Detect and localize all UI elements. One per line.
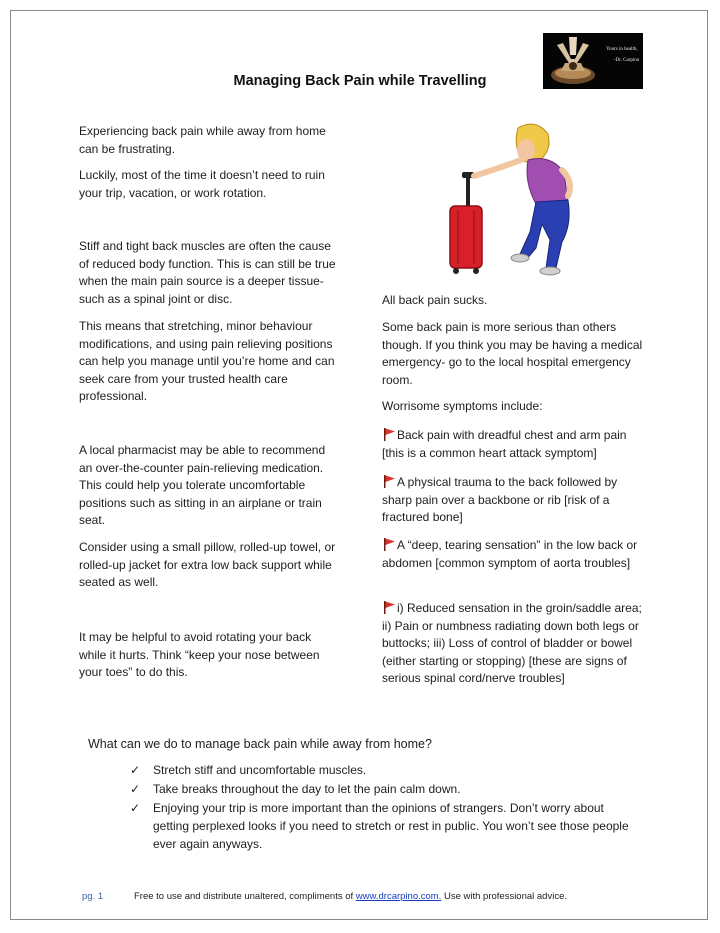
left-paragraph-2: Luckily, most of the time it doesn’t need to ruin your trip, vacation, or work rotation.: [79, 168, 325, 200]
left-paragraph-3: Stiff and tight back muscles are often the cause of reduced body function. This is can still be true when the main pain source is a deeper tissue- such as a spinal joint or disc.: [79, 239, 336, 306]
tips-checklist: [130, 761, 630, 854]
checkmark-icon: ✓: [130, 801, 141, 815]
warning-text: A “deep, tearing sensation” in the low back or abdomen [common symptom of aorta troubles]: [382, 538, 638, 570]
left-paragraph-6: Consider using a small pillow, rolled-up towel, or rolled-up jacket for extra low back support while seated as well.: [79, 540, 336, 589]
warning-item: [382, 474, 644, 527]
woman-back-pain-illustration: [440, 120, 590, 280]
section-question: What can we do to manage back pain while away from home?: [88, 737, 432, 751]
page-number-text: pg. 1: [82, 891, 104, 902]
warning-text: i) Reduced sensation in the groin/saddle area; ii) Pain or numbness radiating down both legs or buttocks; iii) Loss of control of bladder or bowel (either starting or stopping) [these are signs of serious spinal cord/nerve troubles]: [382, 601, 642, 685]
checkmark-icon: ✓: [130, 782, 141, 796]
red-flag-icon: [382, 474, 396, 488]
left-paragraph-7: It may be helpful to avoid rotating your back while it hurts. Think “keep your nose between your toes” to do this.: [79, 630, 320, 679]
right-intro-3: Worrisome symptoms include:: [382, 399, 543, 413]
warning-item: [382, 537, 644, 572]
checkmark-icon: ✓: [130, 763, 141, 777]
footer-note: [134, 891, 567, 902]
red-flag-icon: [382, 427, 396, 441]
left-paragraph-1: Experiencing back pain while away from home can be frustrating.: [79, 124, 326, 156]
red-flag-icon: [382, 600, 396, 614]
page-number: [82, 891, 103, 902]
logo-signature: -Dr. Carpino: [614, 58, 640, 63]
checklist-item: [130, 799, 630, 853]
website-link[interactable]: www.drcarpino.com.: [355, 891, 442, 902]
page-title: Managing Back Pain while Travelling: [233, 73, 487, 89]
right-intro-1: All back pain sucks.: [382, 293, 488, 307]
left-paragraph-5: A local pharmacist may be able to recommend an over-the-counter pain-relieving medication. This could help you tolerate uncomfortable positions such as sitting in an airplane or train seat.: [79, 443, 326, 527]
red-flag-icon: [382, 537, 396, 551]
warning-text: Back pain with dreadful chest and arm pain [this is a common heart attack symptom]: [382, 428, 627, 460]
checklist-text: Take breaks throughout the day to let the pain calm down.: [153, 782, 461, 796]
checklist-text: Enjoying your trip is more important than the opinions of strangers. Don’t worry about getting perplexed looks if you need to stretch or rest in public. You won’t see those people ever again anyways.: [153, 801, 629, 851]
right-intro-2: Some back pain is more serious than others though. If you think you may be having a medical emergency- go to the local hospital emergency room.: [382, 320, 643, 387]
warning-item: [382, 600, 644, 688]
checklist-item: [130, 761, 630, 779]
checklist-item: [130, 780, 630, 798]
footer-text-after: Use with professional advice.: [441, 891, 567, 902]
footer-text-before: Free to use and distribute unaltered, compliments of: [134, 891, 356, 902]
left-paragraph-4: This means that stretching, minor behaviour modifications, and using pain relieving positions can help you manage until you’re home and can seek care from your trusted health care professional.: [79, 319, 335, 403]
logo-tagline: Yours in health,: [606, 47, 638, 52]
checklist-text: Stretch stiff and uncomfortable muscles.: [153, 763, 367, 777]
warning-item: [382, 427, 644, 462]
warning-text: A physical trauma to the back followed by sharp pain over a backbone or rib [risk of a fractured bone]: [382, 475, 618, 524]
